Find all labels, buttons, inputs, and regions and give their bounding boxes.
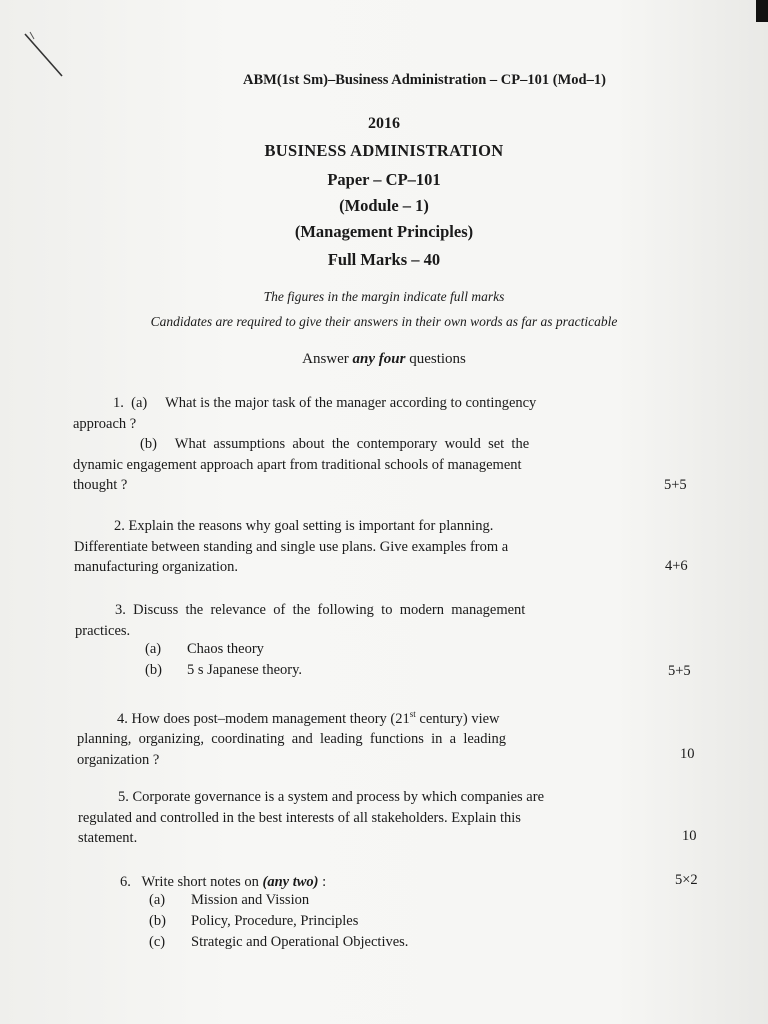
q4-line3: organization ?	[77, 751, 160, 768]
q2-line2: Differentiate between standing and single use plans. Give examples from a	[74, 538, 509, 555]
q3-line1: 3. Discuss the relevance of the following to modern management	[115, 602, 526, 618]
candidates-note: Candidates are required to give their answers in their own words as far as practicable	[150, 314, 618, 329]
q6-sub-b-text: Policy, Procedure, Principles	[191, 913, 359, 929]
q2-line1: 2. Explain the reasons why goal setting is important for planning.	[114, 518, 494, 534]
q3-marks: 5+5	[668, 663, 691, 679]
question-5	[78, 787, 655, 849]
instruction-emphasis: any four	[352, 351, 406, 367]
q6-line1-em: (any two)	[262, 874, 319, 890]
margin-note: The figures in the margin indicate full marks	[263, 289, 505, 304]
q4-line2: planning, organizing, coordinating and leading functions in a leading	[77, 731, 506, 748]
q6-sub-a	[149, 892, 309, 909]
instruction-suffix: questions	[405, 351, 466, 367]
exam-year: 2016	[368, 115, 400, 132]
q6-line1-post: :	[318, 874, 327, 890]
q1b-line3: thought ?	[73, 477, 128, 493]
q6-sub-a-text: Mission and Vission	[191, 892, 310, 908]
question-2	[74, 516, 649, 578]
q4-line1-pre: 4. How does post–modem management theory (21	[117, 710, 410, 727]
q6-line1-pre: 6. Write short notes on	[120, 874, 263, 890]
q6-sub-c-label: (c)	[149, 934, 166, 950]
q1b-line1: (b) What assumptions about the contemporary would set the	[140, 436, 530, 452]
q4-line1-sup: st	[409, 709, 416, 719]
q5-marks: 10	[682, 828, 697, 844]
q1-marks: 5+5	[664, 477, 687, 493]
q3-sub-b	[145, 662, 302, 679]
module-number: (Module – 1)	[339, 196, 429, 215]
q6-sub-c	[149, 934, 408, 951]
q2-line3: manufacturing organization.	[74, 559, 239, 575]
answer-instruction	[0, 351, 768, 368]
exam-subject: BUSINESS ADMINISTRATION	[264, 141, 504, 160]
q2-marks: 4+6	[665, 558, 688, 574]
q3-line2: practices.	[75, 622, 131, 639]
q6-sub-c-text: Strategic and Operational Objectives.	[191, 934, 409, 950]
q1a-line1: 1. (a) What is the major task of the manager according to contingency	[113, 395, 537, 411]
pen-mark-icon	[22, 30, 78, 80]
question-6	[120, 872, 520, 893]
question-4	[77, 704, 653, 770]
full-marks: Full Marks – 40	[327, 250, 441, 269]
q1a-line2: approach ?	[73, 415, 137, 432]
instruction-prefix: Answer	[302, 351, 353, 367]
q1b-line2: dynamic engagement approach apart from traditional schools of management	[73, 456, 522, 473]
q6-marks: 5×2	[675, 872, 698, 888]
q6-sub-a-label: (a)	[149, 892, 166, 908]
paper-number: Paper – CP–101	[327, 170, 441, 189]
paper-topic: (Management Principles)	[294, 222, 474, 241]
exam-code: ABM(1st Sm)–Business Administration – CP–101 (Mod–1)	[243, 72, 606, 88]
q4-marks: 10	[680, 746, 695, 762]
scan-edge-mark	[756, 0, 768, 22]
q3-sub-a-text: Chaos theory	[187, 641, 264, 657]
q4-line1	[77, 704, 653, 729]
q3-sub-b-label: (b)	[145, 662, 162, 678]
q3-sub-a	[145, 641, 264, 658]
q3-sub-a-label: (a)	[145, 641, 162, 657]
question-1	[73, 393, 648, 496]
q5-line2: regulated and controlled in the best interests of all stakeholders. Explain this	[78, 809, 521, 826]
q5-line1: 5. Corporate governance is a system and process by which companies are	[118, 789, 545, 805]
q6-sub-b-label: (b)	[149, 913, 166, 929]
q4-line1-post: century) view	[415, 710, 500, 727]
q3-sub-b-text: 5 s Japanese theory.	[187, 662, 303, 678]
q5-line3: statement.	[78, 830, 138, 846]
question-3	[75, 600, 650, 641]
q6-sub-b	[149, 913, 358, 930]
q6-line1	[120, 872, 520, 893]
